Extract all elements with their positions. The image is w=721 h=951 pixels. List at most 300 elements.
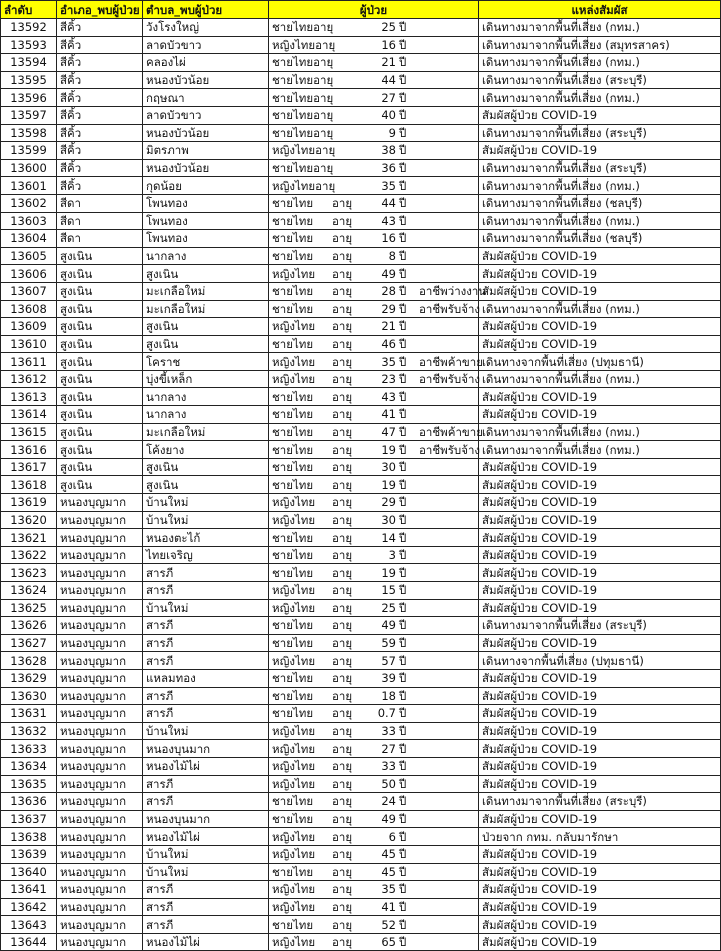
patient-age-unit: ปี (399, 636, 407, 651)
patient-age-label: อายุ (332, 495, 353, 510)
cell-subdistrict: ลาดบัวขาว (143, 36, 269, 54)
cell-patient (269, 458, 479, 476)
patient-age-unit: ปี (399, 407, 407, 422)
patient-sex: ชายไทย (272, 460, 314, 475)
patient-age-label: อายุ (332, 301, 353, 316)
cell-district: หนองบุญมาก (57, 494, 143, 512)
cell-subdistrict: นากลาง (143, 247, 269, 265)
cell-no: 13596 (1, 89, 57, 107)
patient-age-label: อายุ (332, 512, 353, 527)
patient-age-unit: ปี (399, 37, 407, 52)
cell-subdistrict: มะเกลือใหม่ (143, 423, 269, 441)
patient-age: 52 (381, 917, 396, 932)
cell-subdistrict: หนองบัวน้อย (143, 71, 269, 89)
cell-district: หนองบุญมาก (57, 705, 143, 723)
cell-district: สีคิ้ว (57, 124, 143, 142)
cell-patient (269, 212, 479, 230)
table-row (1, 546, 721, 564)
cell-patient (269, 669, 479, 687)
cell-patient (269, 300, 479, 318)
cell-subdistrict: หนองบุนมาก (143, 810, 269, 828)
patient-age-label: อายุ (332, 548, 353, 563)
patient-age: 19 (381, 477, 396, 492)
cell-patient (269, 106, 479, 124)
patient-age-unit: ปี (399, 389, 407, 404)
cell-district: สูงเนิน (57, 318, 143, 336)
cell-no: 13611 (1, 353, 57, 371)
cell-subdistrict: บ้านใหม่ (143, 845, 269, 863)
table-row (1, 845, 721, 863)
cell-patient (269, 54, 479, 72)
patient-age: 46 (381, 336, 396, 351)
cell-patient (269, 828, 479, 846)
patient-age-label: อายุ (332, 724, 353, 739)
cell-no: 13609 (1, 318, 57, 336)
patient-age: 23 (381, 372, 396, 387)
patient-age: 16 (381, 37, 396, 52)
patient-age-unit: ปี (399, 231, 407, 246)
patient-sex: ชายไทย (272, 231, 314, 246)
patient-sex: หญิงไทย (272, 354, 316, 369)
patient-age: 39 (381, 671, 396, 686)
cell-no: 13594 (1, 54, 57, 72)
patient-age: 45 (381, 847, 396, 862)
cell-patient (269, 881, 479, 899)
cell-district: สูงเนิน (57, 247, 143, 265)
patient-age: 15 (381, 583, 396, 598)
cell-subdistrict: สารภี (143, 793, 269, 811)
patient-sex: หญิงไทย (272, 882, 316, 897)
patient-age: 47 (381, 424, 396, 439)
table-row (1, 810, 721, 828)
cell-subdistrict: สารภี (143, 582, 269, 600)
patient-sex: ชายไทย (272, 442, 314, 457)
patient-age-label: อายุ (332, 477, 353, 492)
cell-source: สัมผัสผู้ป่วย COVID-19 (479, 247, 721, 265)
patient-occupation: อาชีพว่างงาน (419, 284, 487, 299)
patient-age: 57 (381, 653, 396, 668)
cell-patient (269, 388, 479, 406)
cell-district: สูงเนิน (57, 406, 143, 424)
patient-sex: ชายไทย (272, 336, 314, 351)
patient-age: 24 (381, 794, 396, 809)
cell-source: สัมผัสผู้ป่วย COVID-19 (479, 406, 721, 424)
cell-patient (269, 124, 479, 142)
cell-source: เดินทางมาจากพื้นที่เสี่ยง (กทม.) (479, 423, 721, 441)
table-row (1, 142, 721, 160)
patient-sex: ชายไทย (272, 636, 314, 651)
cell-patient (269, 529, 479, 547)
cell-no: 13604 (1, 230, 57, 248)
patient-sex: ชายไทยอายุ (272, 73, 334, 88)
cell-source: เดินทางมาจากพื้นที่เสี่ยง (สระบุรี) (479, 617, 721, 635)
header-district: อำเภอ_พบผู้ป่วย (57, 1, 143, 19)
cell-no: 13602 (1, 194, 57, 212)
patient-age-unit: ปี (399, 20, 407, 35)
cell-subdistrict: บ้านใหม่ (143, 599, 269, 617)
patient-age-label: อายุ (332, 847, 353, 862)
table-row (1, 916, 721, 934)
patient-age-unit: ปี (399, 424, 407, 439)
table-row (1, 247, 721, 265)
cell-source: สัมผัสผู้ป่วย COVID-19 (479, 775, 721, 793)
cell-source: สัมผัสผู้ป่วย COVID-19 (479, 599, 721, 617)
cell-district: สูงเนิน (57, 300, 143, 318)
cell-subdistrict: สารภี (143, 898, 269, 916)
cell-subdistrict: หนองบุนมาก (143, 740, 269, 758)
cell-no: 13618 (1, 476, 57, 494)
cell-district: สูงเนิน (57, 423, 143, 441)
cell-patient (269, 933, 479, 951)
patient-age-unit: ปี (399, 812, 407, 827)
table-row (1, 582, 721, 600)
cell-district: สีคิ้ว (57, 19, 143, 37)
cell-source: เดินทางมาจากพื้นที่เสี่ยง (กทม.) (479, 19, 721, 37)
cell-no: 13593 (1, 36, 57, 54)
cell-district: สูงเนิน (57, 282, 143, 300)
cell-no: 13598 (1, 124, 57, 142)
cell-source: เดินทางมาจากพื้นที่เสี่ยง (กทม.) (479, 89, 721, 107)
cell-district: สีคิ้ว (57, 36, 143, 54)
patient-age-unit: ปี (399, 336, 407, 351)
cell-patient (269, 177, 479, 195)
patient-age-unit: ปี (399, 495, 407, 510)
cell-patient (269, 36, 479, 54)
patient-sex: ชายไทยอายุ (272, 20, 334, 35)
patient-sex: หญิงไทย (272, 724, 316, 739)
cell-no: 13630 (1, 687, 57, 705)
cell-patient (269, 511, 479, 529)
cell-subdistrict: สารภี (143, 881, 269, 899)
patient-age: 59 (381, 636, 396, 651)
patient-sex: ชายไทย (272, 196, 314, 211)
cell-no: 13592 (1, 19, 57, 37)
cell-patient (269, 265, 479, 283)
patient-age: 33 (381, 724, 396, 739)
cell-no: 13621 (1, 529, 57, 547)
patient-age-unit: ปี (399, 55, 407, 70)
patient-age-label: อายุ (332, 249, 353, 264)
cell-subdistrict: กุดน้อย (143, 177, 269, 195)
table-row (1, 476, 721, 494)
table-row (1, 511, 721, 529)
cell-subdistrict: สารภี (143, 564, 269, 582)
patient-age-unit: ปี (399, 600, 407, 615)
cell-source: สัมผัสผู้ป่วย COVID-19 (479, 142, 721, 160)
patient-age-unit: ปี (399, 161, 407, 176)
cell-patient (269, 793, 479, 811)
cell-subdistrict: กฤษณา (143, 89, 269, 107)
cell-source: สัมผัสผู้ป่วย COVID-19 (479, 898, 721, 916)
patient-age: 19 (381, 565, 396, 580)
table-row (1, 159, 721, 177)
patient-sex: ชายไทยอายุ (272, 161, 334, 176)
cell-district: หนองบุญมาก (57, 564, 143, 582)
cell-patient (269, 247, 479, 265)
patient-sex: ชายไทย (272, 688, 314, 703)
table-row (1, 863, 721, 881)
cell-source: สัมผัสผู้ป่วย COVID-19 (479, 564, 721, 582)
patient-sex: ชายไทยอายุ (272, 55, 334, 70)
patient-age: 50 (381, 776, 396, 791)
cell-patient (269, 705, 479, 723)
patient-age-unit: ปี (399, 829, 407, 844)
cell-subdistrict: หนองบัวน้อย (143, 159, 269, 177)
cell-source: สัมผัสผู้ป่วย COVID-19 (479, 916, 721, 934)
cell-subdistrict: สูงเนิน (143, 458, 269, 476)
cell-subdistrict: โคราช (143, 353, 269, 371)
cell-district: หนองบุญมาก (57, 617, 143, 635)
cell-subdistrict: บ้านใหม่ (143, 511, 269, 529)
cell-district: หนองบุญมาก (57, 740, 143, 758)
table-row (1, 740, 721, 758)
patient-age-label: อายุ (332, 354, 353, 369)
cell-subdistrict: โพนทอง (143, 194, 269, 212)
cell-district: สีคิ้ว (57, 54, 143, 72)
header-source: แหล่งสัมผัส (479, 1, 721, 19)
cell-source: เดินทางมาจากพื้นที่เสี่ยง (กทม.) (479, 300, 721, 318)
cell-subdistrict: บ้านใหม่ (143, 863, 269, 881)
cell-source: เดินทางจากพื้นที่เสี่ยง (ปทุมธานี) (479, 652, 721, 670)
cell-source: เดินทางมาจากพื้นที่เสี่ยง (ชลบุรี) (479, 194, 721, 212)
cell-source: สัมผัสผู้ป่วย COVID-19 (479, 265, 721, 283)
cell-no: 13627 (1, 634, 57, 652)
patient-sex: หญิงไทย (272, 319, 316, 334)
cell-patient (269, 423, 483, 441)
cell-subdistrict: หนองไม้ไผ่ (143, 757, 269, 775)
cell-source: เดินทางมาจากพื้นที่เสี่ยง (สมุทรสาคร) (479, 36, 721, 54)
patient-age-unit: ปี (399, 143, 407, 158)
cell-patient (269, 370, 479, 388)
cell-patient (269, 757, 479, 775)
patient-age-unit: ปี (399, 178, 407, 193)
cell-patient (269, 194, 479, 212)
cell-source: สัมผัสผู้ป่วย COVID-19 (479, 881, 721, 899)
cell-patient (269, 916, 479, 934)
cell-district: สีคิ้ว (57, 177, 143, 195)
patient-age-label: อายุ (332, 389, 353, 404)
cell-district: หนองบุญมาก (57, 652, 143, 670)
cell-subdistrict: บุ่งขี้เหล็ก (143, 370, 269, 388)
cell-patient (269, 740, 479, 758)
cell-no: 13631 (1, 705, 57, 723)
patient-sex: หญิงไทย (272, 266, 316, 281)
patient-sex: ชายไทย (272, 671, 314, 686)
patient-age-label: อายุ (332, 284, 353, 299)
patient-age-unit: ปี (399, 899, 407, 914)
cell-patient (269, 863, 479, 881)
cell-subdistrict: หนองไม้ไผ่ (143, 933, 269, 951)
table-row (1, 300, 721, 318)
table-row (1, 353, 721, 371)
cell-patient (269, 810, 479, 828)
patient-age: 49 (381, 618, 396, 633)
patient-age: 21 (381, 319, 396, 334)
table-row (1, 106, 721, 124)
cell-district: หนองบุญมาก (57, 511, 143, 529)
cell-no: 13613 (1, 388, 57, 406)
cell-no: 13635 (1, 775, 57, 793)
patient-age: 27 (381, 741, 396, 756)
cell-district: สูงเนิน (57, 370, 143, 388)
patient-age-unit: ปี (399, 741, 407, 756)
cell-source: เดินทางมาจากพื้นที่เสี่ยง (กทม.) (479, 54, 721, 72)
patient-sex: ชายไทย (272, 301, 314, 316)
patient-age-unit: ปี (399, 618, 407, 633)
patient-age-label: อายุ (332, 935, 353, 950)
cell-patient (269, 282, 487, 300)
cell-patient (269, 599, 479, 617)
patient-sex: หญิงไทยอายุ (272, 37, 336, 52)
patient-age-unit: ปี (399, 266, 407, 281)
patient-age: 36 (381, 161, 396, 176)
cell-source: สัมผัสผู้ป่วย COVID-19 (479, 546, 721, 564)
cell-district: หนองบุญมาก (57, 687, 143, 705)
patient-age: 33 (381, 759, 396, 774)
patient-sex: ชายไทย (272, 864, 314, 879)
cell-subdistrict: มะเกลือใหม่ (143, 282, 269, 300)
cell-no: 13638 (1, 828, 57, 846)
cell-subdistrict: คลองไผ่ (143, 54, 269, 72)
patient-age-label: อายุ (332, 618, 353, 633)
table-row (1, 617, 721, 635)
patient-sex: หญิงไทย (272, 512, 316, 527)
table-row (1, 494, 721, 512)
patient-age-label: อายุ (332, 812, 353, 827)
cell-source: สัมผัสผู้ป่วย COVID-19 (479, 634, 721, 652)
cell-patient (269, 546, 479, 564)
table-row (1, 652, 721, 670)
cell-district: หนองบุญมาก (57, 933, 143, 951)
cell-patient (269, 564, 479, 582)
cell-subdistrict: แหลมทอง (143, 669, 269, 687)
cell-district: สูงเนิน (57, 458, 143, 476)
patient-age-unit: ปี (399, 196, 407, 211)
patient-age: 35 (381, 178, 396, 193)
patient-sex: ชายไทยอายุ (272, 90, 334, 105)
cell-subdistrict: มิตรภาพ (143, 142, 269, 160)
patient-age: 43 (381, 389, 396, 404)
patient-age-unit: ปี (399, 319, 407, 334)
patient-age: 30 (381, 460, 396, 475)
cell-no: 13608 (1, 300, 57, 318)
patient-age: 14 (381, 530, 396, 545)
cell-no: 13610 (1, 335, 57, 353)
cell-subdistrict: หนองตะไก้ (143, 529, 269, 547)
cell-subdistrict: หนองบัวน้อย (143, 124, 269, 142)
cell-subdistrict: มะเกลือใหม่ (143, 300, 269, 318)
patient-age-unit: ปี (399, 776, 407, 791)
patient-sex: หญิงไทย (272, 583, 316, 598)
cell-patient (269, 652, 479, 670)
patient-age: 35 (381, 882, 396, 897)
cell-district: หนองบุญมาก (57, 599, 143, 617)
patient-sex: ชายไทย (272, 389, 314, 404)
cell-patient (269, 476, 479, 494)
cell-district: หนองบุญมาก (57, 669, 143, 687)
cell-patient (269, 898, 479, 916)
cell-source: สัมผัสผู้ป่วย COVID-19 (479, 933, 721, 951)
cell-district: หนองบุญมาก (57, 898, 143, 916)
cell-source: สัมผัสผู้ป่วย COVID-19 (479, 458, 721, 476)
cell-patient (269, 722, 479, 740)
table-row (1, 933, 721, 951)
patient-age-label: อายุ (332, 741, 353, 756)
patient-age: 9 (388, 125, 396, 140)
cell-subdistrict: สารภี (143, 775, 269, 793)
patient-age: 30 (381, 512, 396, 527)
header-row (1, 1, 721, 19)
cell-source: เดินทางจากพื้นที่เสี่ยง (ปทุมธานี) (479, 353, 721, 371)
cell-source: เดินทางมาจากพื้นที่เสี่ยง (กทม.) (479, 212, 721, 230)
cell-source: สัมผัสผู้ป่วย COVID-19 (479, 845, 721, 863)
patient-age-unit: ปี (399, 917, 407, 932)
cell-district: หนองบุญมาก (57, 810, 143, 828)
patient-sex: หญิงไทย (272, 776, 316, 791)
cell-source: สัมผัสผู้ป่วย COVID-19 (479, 722, 721, 740)
patient-age-unit: ปี (399, 583, 407, 598)
cell-subdistrict: ไทยเจริญ (143, 546, 269, 564)
cell-no: 13644 (1, 933, 57, 951)
patient-age-unit: ปี (399, 90, 407, 105)
cell-no: 13629 (1, 669, 57, 687)
table-row (1, 529, 721, 547)
cell-subdistrict: สูงเนิน (143, 265, 269, 283)
table-body (1, 19, 721, 951)
patient-age-label: อายุ (332, 336, 353, 351)
table-row (1, 634, 721, 652)
cell-no: 13633 (1, 740, 57, 758)
table-row (1, 177, 721, 195)
patient-age-unit: ปี (399, 847, 407, 862)
cell-no: 13640 (1, 863, 57, 881)
patient-age-label: อายุ (332, 688, 353, 703)
table-row (1, 71, 721, 89)
patient-age-unit: ปี (399, 653, 407, 668)
patient-age-unit: ปี (399, 442, 407, 457)
cell-no: 13612 (1, 370, 57, 388)
patient-occupation: อาชีพรับจ้าง (419, 442, 481, 457)
cell-patient (269, 775, 479, 793)
patient-age-label: อายุ (332, 231, 353, 246)
cell-district: หนองบุญมาก (57, 793, 143, 811)
cell-source: เดินทางมาจากพื้นที่เสี่ยง (ชลบุรี) (479, 230, 721, 248)
patient-age: 49 (381, 266, 396, 281)
cell-no: 13600 (1, 159, 57, 177)
cell-patient (269, 230, 479, 248)
cell-patient (269, 142, 479, 160)
cell-district: หนองบุญมาก (57, 828, 143, 846)
patient-age-unit: ปี (399, 882, 407, 897)
cell-district: สีคิ้ว (57, 142, 143, 160)
patient-age-label: อายุ (332, 917, 353, 932)
patient-sex: ชายไทย (272, 249, 314, 264)
patient-sex: ชายไทยอายุ (272, 125, 334, 140)
patient-sex: ชายไทย (272, 284, 314, 299)
table-row (1, 282, 721, 300)
cell-no: 13615 (1, 423, 57, 441)
table-row (1, 230, 721, 248)
patient-age: 35 (381, 354, 396, 369)
cell-subdistrict: สูงเนิน (143, 476, 269, 494)
patient-sex: ชายไทย (272, 424, 314, 439)
cell-district: สีคิ้ว (57, 159, 143, 177)
patient-age-label: อายุ (332, 706, 353, 721)
cell-district: หนองบุญมาก (57, 529, 143, 547)
patient-sex: หญิงไทยอายุ (272, 178, 336, 193)
table-row (1, 423, 721, 441)
patient-age: 18 (381, 688, 396, 703)
